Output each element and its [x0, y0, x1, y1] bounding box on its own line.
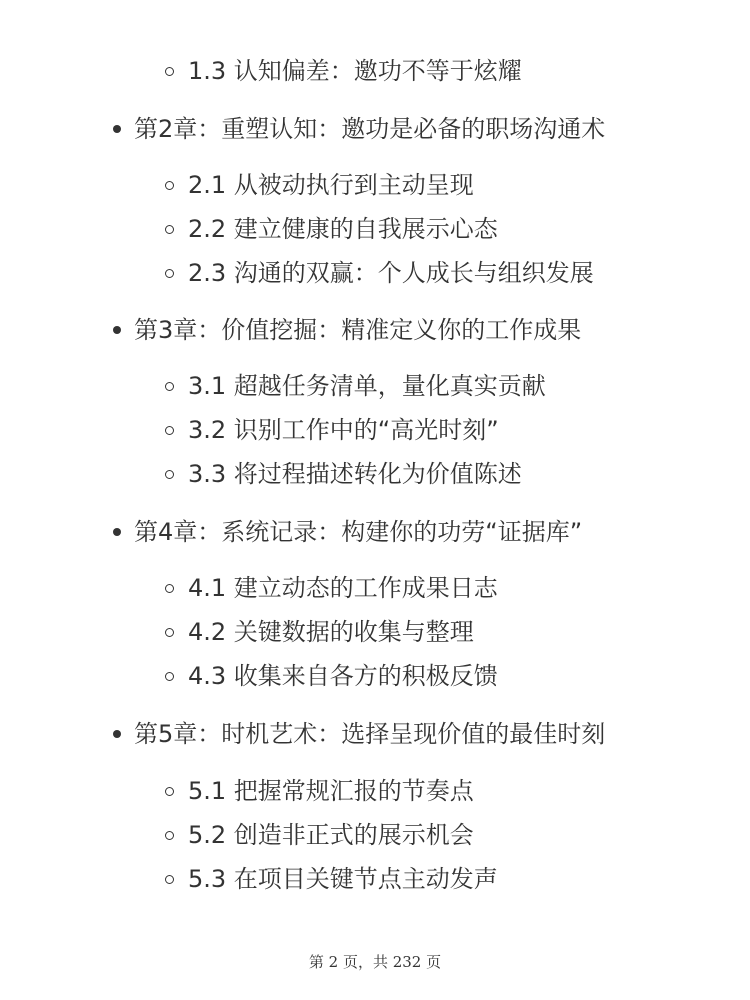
toc-item-text: 4.1 建立动态的工作成果日志	[188, 574, 498, 602]
toc-item-text: 第4章：系统记录：构建你的功劳“证据库”	[134, 518, 583, 546]
toc-item-text: 2.1 从被动执行到主动呈现	[188, 171, 474, 199]
filled-bullet-icon	[113, 528, 121, 536]
toc-item-text: 1.3 认知偏差：邀功不等于炫耀	[188, 57, 522, 85]
filled-bullet-icon	[113, 326, 121, 334]
toc-item-text: 5.2 创造非正式的展示机会	[188, 821, 474, 849]
toc-item-text: 5.1 把握常规汇报的节奏点	[188, 777, 474, 805]
toc-item-text: 3.3 将过程描述转化为价值陈述	[188, 460, 522, 488]
hollow-bullet-icon	[165, 672, 174, 681]
toc-item-text: 3.1 超越任务清单，量化真实贡献	[188, 372, 546, 400]
page-number-footer: 第 2 页，共 232 页	[308, 953, 442, 971]
toc-item-text: 3.2 识别工作中的“高光时刻”	[188, 416, 499, 444]
hollow-bullet-icon	[165, 584, 174, 593]
hollow-bullet-icon	[165, 628, 174, 637]
toc-item-text: 2.2 建立健康的自我展示心态	[188, 215, 498, 243]
filled-bullet-icon	[113, 125, 121, 133]
hollow-bullet-icon	[165, 831, 174, 840]
hollow-bullet-icon	[165, 875, 174, 884]
toc-item-text: 第5章：时机艺术：选择呈现价值的最佳时刻	[134, 720, 606, 748]
hollow-bullet-icon	[165, 426, 174, 435]
toc-item-text: 4.3 收集来自各方的积极反馈	[188, 662, 498, 690]
toc-item-text: 5.3 在项目关键节点主动发声	[188, 865, 498, 893]
hollow-bullet-icon	[165, 470, 174, 479]
hollow-bullet-icon	[165, 225, 174, 234]
hollow-bullet-icon	[165, 67, 174, 76]
hollow-bullet-icon	[165, 269, 174, 278]
toc-item-text: 2.3 沟通的双赢：个人成长与组织发展	[188, 259, 594, 287]
filled-bullet-icon	[113, 730, 121, 738]
hollow-bullet-icon	[165, 181, 174, 190]
hollow-bullet-icon	[165, 382, 174, 391]
toc-item-text: 4.2 关键数据的收集与整理	[188, 618, 474, 646]
toc-item-text: 第2章：重塑认知：邀功是必备的职场沟通术	[134, 115, 606, 143]
toc-item-text: 第3章：价值挖掘：精准定义你的工作成果	[134, 316, 582, 344]
hollow-bullet-icon	[165, 787, 174, 796]
